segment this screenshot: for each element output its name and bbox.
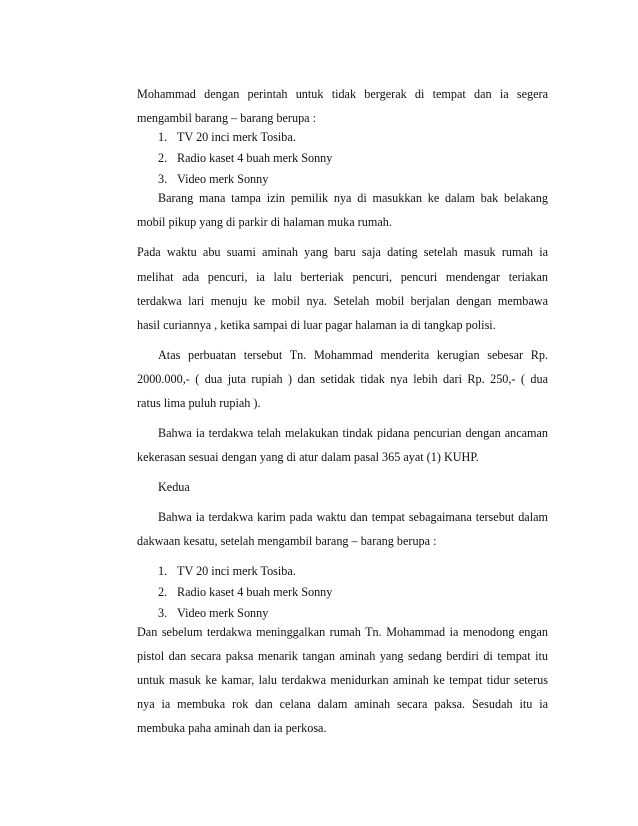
text-line: dakwaan kesatu, setelah mengambil barang – barang berupa : bbox=[137, 534, 437, 548]
text-line: ratus lima puluh rupiah ). bbox=[137, 396, 261, 410]
text-line: 2000.000,- ( dua juta rupiah ) dan setidak tidak nya lebih dari Rp. 250,- ( dua bbox=[137, 372, 548, 386]
text-line: kekerasan sesuai dengan yang di atur dalam pasal 365 ayat (1) KUHP. bbox=[137, 450, 479, 464]
list-text: TV 20 inci merk Tosiba. bbox=[177, 564, 296, 578]
list-number: 1. bbox=[158, 130, 168, 144]
text-line: Mohammad dengan perintah untuk tidak bergerak di tempat dan ia segera bbox=[137, 87, 548, 101]
text-line: terdakwa lari menuju ke mobil nya. Setelah mobil berjalan dengan membawa bbox=[137, 294, 548, 308]
list-number: 3. bbox=[158, 172, 168, 186]
text-line: Bahwa ia terdakwa telah melakukan tindak pidana pencurian dengan ancaman bbox=[158, 426, 548, 440]
list-text: Video merk Sonny bbox=[177, 606, 269, 620]
text-line: melihat ada pencuri, ia lalu berteriak pencuri, pencuri mendengar teriakan bbox=[137, 270, 548, 284]
text-line: mengambil barang – barang berupa : bbox=[137, 111, 317, 125]
list-number: 2. bbox=[158, 585, 168, 599]
text-line: Dan sebelum terdakwa meninggalkan rumah Tn. Mohammad ia menodong engan bbox=[137, 625, 548, 639]
text-line: Pada waktu abu suami aminah yang baru saja dating setelah masuk rumah ia bbox=[137, 245, 548, 259]
list-number: 2. bbox=[158, 151, 168, 165]
text-line: pistol dan secara paksa menarik tangan aminah yang sedang berdiri di tempat itu bbox=[137, 649, 548, 663]
section-heading-kedua: Kedua bbox=[158, 480, 190, 494]
text-line: Atas perbuatan tersebut Tn. Mohammad menderita kerugian sebesar Rp. bbox=[158, 348, 548, 362]
text-line: mobil pikup yang di parkir di halaman muka rumah. bbox=[137, 215, 392, 229]
list-number: 1. bbox=[158, 564, 168, 578]
list-number: 3. bbox=[158, 606, 168, 620]
list-text: Radio kaset 4 buah merk Sonny bbox=[177, 585, 333, 599]
list-text: Video merk Sonny bbox=[177, 172, 269, 186]
text-line: Bahwa ia terdakwa karim pada waktu dan tempat sebagaimana tersebut dalam bbox=[158, 510, 548, 524]
text-line: nya ia membuka rok dan celana dalam aminah secara paksa. Sesudah itu ia bbox=[137, 697, 548, 711]
text-line: hasil curiannya , ketika sampai di luar pagar halaman ia di tangkap polisi. bbox=[137, 318, 496, 332]
text-line: untuk masuk ke kamar, lalu terdakwa menidurkan aminah ke tempat tidur seterus bbox=[137, 673, 548, 687]
list-text: TV 20 inci merk Tosiba. bbox=[177, 130, 296, 144]
list-text: Radio kaset 4 buah merk Sonny bbox=[177, 151, 333, 165]
text-line: membuka paha aminah dan ia perkosa. bbox=[137, 721, 327, 735]
text-line: Barang mana tampa izin pemilik nya di masukkan ke dalam bak belakang bbox=[158, 191, 548, 205]
